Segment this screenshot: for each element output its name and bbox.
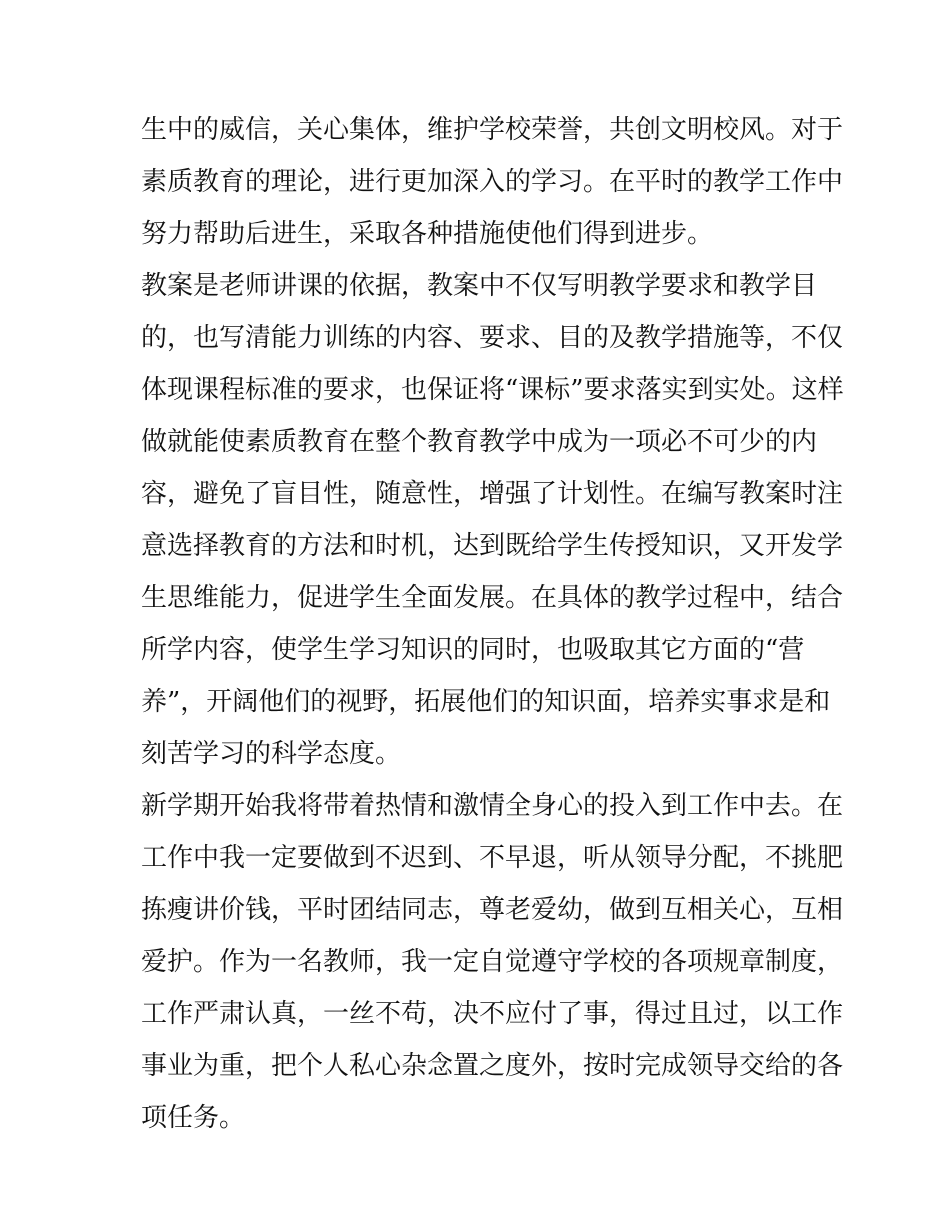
text-line: 体现课程标准的要求，也保证将“课标”要求落实到实处。这样	[141, 375, 844, 405]
text-line: 爱护。作为一名教师，我一定自觉遵守学校的各项规章制度，	[141, 947, 844, 977]
text-line: 养”，开阔他们的视野，拓展他们的知识面，培养实事求是和	[141, 687, 831, 717]
text-line: 拣瘦讲价钱，平时团结同志，尊老爱幼，做到互相关心，互相	[141, 895, 844, 925]
text-line: 刻苦学习的科学态度。	[141, 739, 402, 769]
text-line: 意选择教育的方法和时机，达到既给学生传授知识，又开发学	[141, 531, 844, 561]
text-line: 事业为重，把个人私心杂念置之度外，按时完成领导交给的各	[141, 1051, 844, 1081]
text-line: 工作严肃认真，一丝不苟，决不应付了事，得过且过，以工作	[141, 999, 844, 1029]
text-line: 生中的威信，关心集体，维护学校荣誉，共创文明校风。对于	[141, 115, 844, 145]
text-line: 努力帮助后进生，采取各种措施使他们得到进步。	[141, 219, 714, 249]
text-line: 容，避免了盲目性，随意性，增强了计划性。在编写教案时注	[141, 479, 844, 509]
text-line: 教案是老师讲课的依据，教案中不仅写明教学要求和教学目	[141, 271, 818, 301]
text-line: 素质教育的理论，进行更加深入的学习。在平时的教学工作中	[141, 167, 844, 197]
text-line: 新学期开始我将带着热情和激情全身心的投入到工作中去。在	[141, 791, 844, 821]
text-line: 做就能使素质教育在整个教育教学中成为一项必不可少的内	[141, 427, 818, 457]
text-line: 生思维能力，促进学生全面发展。在具体的教学过程中，结合	[141, 583, 844, 613]
text-line: 的，也写清能力训练的内容、要求、目的及教学措施等，不仅	[141, 323, 844, 353]
document-body	[141, 104, 844, 1144]
text-line: 工作中我一定要做到不迟到、不早退，听从领导分配，不挑肥	[141, 843, 844, 873]
text-line: 项任务。	[141, 1103, 246, 1133]
text-line: 所学内容，使学生学习知识的同时，也吸取其它方面的“营	[141, 635, 805, 665]
